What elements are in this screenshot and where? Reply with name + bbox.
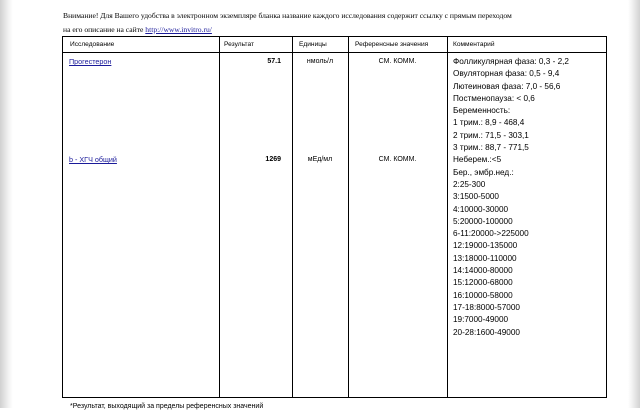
header-reference: Референсные значения: [355, 41, 429, 48]
result-value: 1269: [265, 156, 281, 163]
test-link-hcg[interactable]: b - ХГЧ общий: [69, 155, 117, 164]
column-divider: [292, 37, 293, 397]
page-shadow-right: [628, 0, 640, 408]
notice-text: [63, 9, 623, 37]
test-link-progesterone[interactable]: Прогестерон: [69, 57, 112, 66]
comment-line: 3:1500-5000: [453, 192, 499, 202]
comment-line: 3 трим.: 88,7 - 771,5: [453, 143, 529, 153]
comment-line: Фолликулярная фаза: 0,3 - 2,2: [453, 57, 569, 66]
header-comment: Комментарий: [453, 41, 495, 48]
notice-line-2: [63, 23, 623, 37]
footnote: *Результат, выходящий за пределы референсных значений: [70, 403, 264, 410]
result-value: 57.1: [267, 58, 281, 65]
comment-line: 1 трим.: 8,9 - 468,4: [453, 118, 525, 128]
column-divider: [447, 37, 448, 397]
header-test: Исследование: [70, 41, 115, 48]
units-value: нмоль/л: [306, 58, 334, 65]
comment-line: 17-18:8000-57000: [453, 302, 520, 312]
comment-line: Овуляторная фаза: 0,5 - 9,4: [453, 69, 560, 79]
comment-line: Неберем.:<5: [453, 155, 502, 165]
comment-line: 20-28:1600-49000: [453, 327, 520, 337]
comment-line: Бер., эмбр.нед.:: [453, 167, 514, 177]
notice-line-1: Внимание! Для Вашего удобства в электронном экземпляре бланка название каждого исследования содержит ссылку с прямым переходом: [63, 11, 512, 20]
comment-line: 15:12000-68000: [453, 278, 513, 288]
comment-line: 2 трим.: 71,5 - 303,1: [453, 130, 529, 140]
column-divider: [348, 37, 349, 397]
comment-line: 6-11:20000->225000: [453, 229, 529, 239]
invitro-link[interactable]: http://www.invitro.ru/: [145, 25, 212, 34]
comment-line: Беременность:: [453, 106, 511, 116]
header-result: Результат: [224, 41, 254, 48]
comment-line: 5:20000-100000: [453, 216, 513, 226]
comment-line: Постменопауза: < 0,6: [453, 93, 535, 103]
comment-line: 4:10000-30000: [453, 204, 509, 214]
page-shadow-left: [0, 0, 13, 408]
comment-line: 13:18000-110000: [453, 253, 517, 263]
comment-line: 2:25-300: [453, 179, 486, 189]
results-table: [62, 36, 607, 398]
comment-line: 14:14000-80000: [453, 266, 513, 276]
notice-line-2-prefix: на его описание на сайте: [63, 25, 146, 34]
units-value: мЕд/мл: [307, 156, 333, 163]
column-divider: [219, 37, 220, 397]
comment-line: Лютеиновая фаза: 7,0 - 56,6: [453, 81, 561, 91]
header-divider: [63, 52, 606, 53]
comment-line: 19:7000-49000: [453, 315, 509, 325]
comments-list: [453, 56, 569, 339]
reference-value: СМ. КОММ.: [378, 156, 417, 163]
comment-line: 12:19000-135000: [453, 241, 518, 251]
header-units: Единицы: [299, 41, 327, 48]
reference-value: СМ. КОММ.: [378, 58, 417, 65]
comment-line: 16:10000-58000: [453, 290, 513, 300]
